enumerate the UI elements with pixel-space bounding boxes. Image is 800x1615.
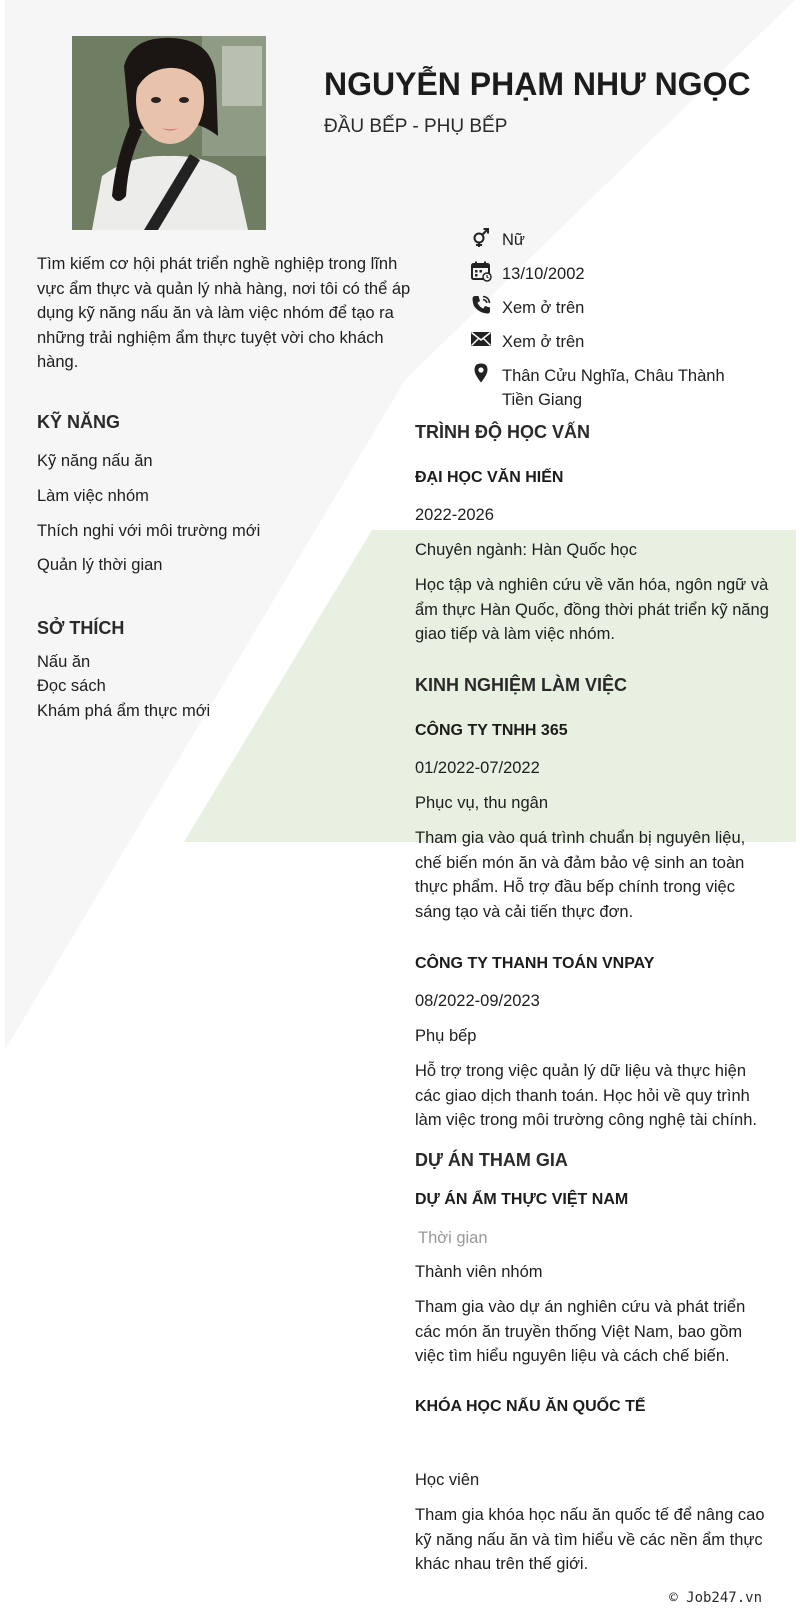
project-role: Thành viên nhóm bbox=[415, 1263, 543, 1281]
skill-item: Làm việc nhóm bbox=[37, 487, 149, 505]
education-heading: TRÌNH ĐỘ HỌC VẤN bbox=[415, 422, 590, 442]
education-major: Chuyên ngành: Hàn Quốc học bbox=[415, 541, 637, 559]
job-description: Hỗ trợ trong việc quản lý dữ liệu và thực hiện các giao dịch thanh toán. Học hỏi về quy trình làm việc trong môi trường công nghệ tài chính. bbox=[415, 1062, 757, 1129]
gender-icon bbox=[470, 226, 492, 248]
project-description: Tham gia khóa học nấu ăn quốc tế để nâng cao kỹ năng nấu ăn và tìm hiểu về các nền ẩm thực khác nhau trên thế giới. bbox=[415, 1506, 765, 1573]
education-period: 2022-2026 bbox=[415, 506, 494, 524]
education-description: Học tập và nghiên cứu về văn hóa, ngôn ngữ và ẩm thực Hàn Quốc, đồng thời phát triển kỹ năng giao tiếp và làm việc nhóm. bbox=[415, 576, 769, 643]
career-objective: Tìm kiếm cơ hội phát triển nghề nghiệp trong lĩnh vực ẩm thực và quản lý nhà hàng, nơi tôi có thể áp dụng kỹ năng nấu ăn và làm việc nhóm để tạo ra những trải nghiệm ẩm thực tuyệt vời cho khách hàng. bbox=[37, 255, 411, 371]
location-pin-icon bbox=[470, 362, 492, 384]
contact-phone-text: Xem ở trên bbox=[502, 299, 585, 317]
candidate-name: NGUYỄN PHẠM NHƯ NGỌC bbox=[324, 66, 751, 102]
job-description: Tham gia vào quá trình chuẩn bị nguyên liệu, chế biến món ăn và đảm bảo vệ sinh an toàn thực phẩm. Hỗ trợ đầu bếp chính trong việc sáng tạo và cải tiến thực đơn. bbox=[415, 829, 746, 921]
project-time-placeholder: Thời gian bbox=[418, 1229, 488, 1247]
job-role: Phục vụ, thu ngân bbox=[415, 794, 549, 812]
footer-watermark: © Job247.vn bbox=[669, 1590, 762, 1606]
contact-birthdate-text: 13/10/2002 bbox=[502, 265, 585, 283]
contact-email-text: Xem ở trên bbox=[502, 333, 585, 351]
school-name: ĐẠI HỌC VĂN HIẾN bbox=[415, 469, 564, 486]
contact-phone bbox=[470, 296, 584, 320]
hobbies-heading: SỞ THÍCH bbox=[37, 618, 125, 638]
hobby-item: Khám phá ẩm thực mới bbox=[37, 702, 211, 720]
job-period: 01/2022-07/2022 bbox=[415, 759, 540, 777]
project-name: KHÓA HỌC NẤU ĂN QUỐC TẾ bbox=[415, 1398, 646, 1415]
contact-gender-text: Nữ bbox=[502, 231, 525, 249]
contact-birthdate bbox=[470, 262, 585, 286]
hobby-item: Nấu ăn bbox=[37, 653, 91, 671]
skill-item: Kỹ năng nấu ăn bbox=[37, 452, 153, 470]
calendar-icon bbox=[470, 260, 492, 282]
email-icon bbox=[470, 328, 492, 350]
projects-heading: DỰ ÁN THAM GIA bbox=[415, 1150, 568, 1170]
contact-gender bbox=[470, 228, 525, 252]
experience-heading: KINH NGHIỆM LÀM VIỆC bbox=[415, 675, 628, 695]
phone-icon bbox=[470, 294, 492, 316]
contact-email bbox=[470, 330, 584, 354]
skills-heading: KỸ NĂNG bbox=[37, 412, 121, 432]
project-description: Tham gia vào dự án nghiên cứu và phát triển các món ăn truyền thống Việt Nam, bao gồm việc tìm hiểu nguyên liệu và cách chế biến. bbox=[415, 1298, 746, 1365]
project-name: DỰ ÁN ẨM THỰC VIỆT NAM bbox=[415, 1191, 629, 1208]
job-period: 08/2022-09/2023 bbox=[415, 992, 540, 1010]
profile-photo bbox=[72, 36, 266, 230]
hobby-item: Đọc sách bbox=[37, 677, 106, 695]
project-role: Học viên bbox=[415, 1471, 480, 1489]
job-company: CÔNG TY THANH TOÁN VNPAY bbox=[415, 955, 655, 972]
job-title: ĐẦU BẾP - PHỤ BẾP bbox=[324, 116, 508, 137]
job-role: Phụ bếp bbox=[415, 1027, 477, 1045]
skill-item: Quản lý thời gian bbox=[37, 556, 163, 574]
contact-address-text: Thân Cửu Nghĩa, Châu Thành Tiền Giang bbox=[502, 367, 725, 409]
skill-item: Thích nghi với môi trường mới bbox=[37, 522, 261, 540]
job-company: CÔNG TY TNHH 365 bbox=[415, 722, 568, 739]
contact-address bbox=[470, 364, 740, 412]
